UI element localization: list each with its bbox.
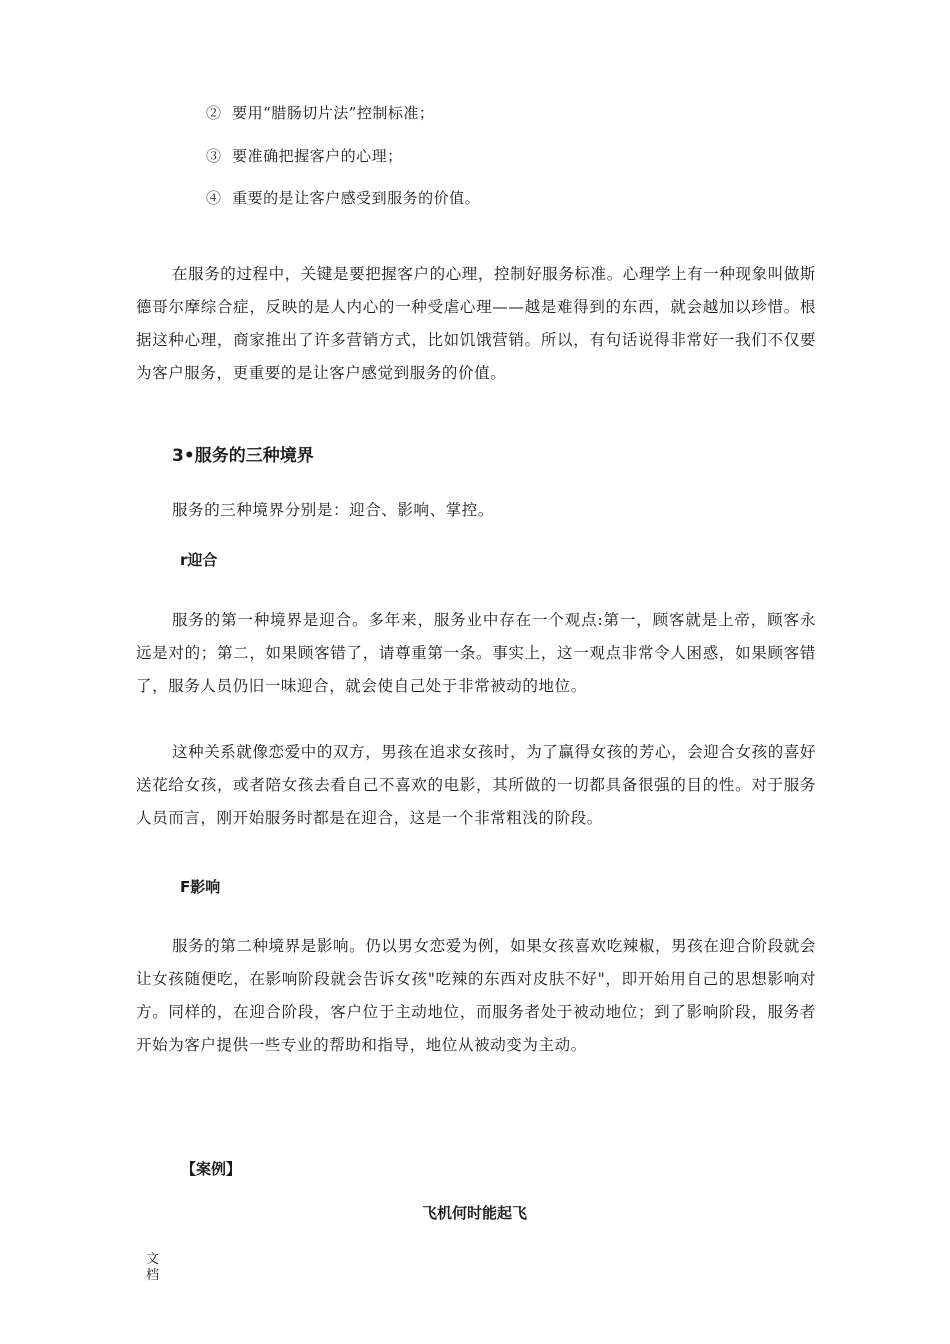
paragraph-cater: 服务的第一种境界是迎合。多年来，服务业中存在一个观点:第一，顾客就是上帝，顾客永远是对的；第二，如果顾客错了，请尊重第一条。事实上，这一观点非常令人困惑，如果顾客错了，服务人员仍旧一味迎合，就会使自己处于非常被动的地位。 <box>136 611 816 695</box>
list-item-text: 要用“腊肠切片法”控制标准； <box>232 104 435 122</box>
section-intro: 服务的三种境界分别是：迎合、影响、掌控。 <box>172 501 495 519</box>
list-item-3 <box>206 145 403 166</box>
list-item-2 <box>206 102 434 123</box>
section-heading: 3•服务的三种境界 <box>172 446 314 466</box>
list-marker: ③ <box>206 147 222 165</box>
footer-mark-line1: 文 <box>146 1252 160 1267</box>
list-item-text: 要准确把握客户的心理； <box>232 147 403 165</box>
paragraph-psychology: 在服务的过程中，关键是要把握客户的心理，控制好服务标准。心理学上有一种现象叫做斯德哥尔摩综合症，反映的是人内心的一种受虐心理——越是难得到的东西，就会越加以珍惜。根据这种心理，商家推出了许多营销方式，比如饥饿营销。所以，有句话说得非常好一我们不仅要为客户服务，更重要的是让客户感觉到服务的价值。 <box>136 265 817 382</box>
list-marker: ④ <box>206 189 222 207</box>
sub-heading-influence: F影响 <box>180 878 221 896</box>
list-item-4 <box>206 187 480 208</box>
footer-mark-line2: 档 <box>146 1268 160 1283</box>
sub-heading-cater: r迎合 <box>180 551 218 569</box>
paragraph-influence: 服务的第二种境界是影响。仍以男女恋爱为例，如果女孩喜欢吃辣椒，男孩在迎合阶段就会让女孩随便吃，在影响阶段就会告诉女孩"吃辣的东西对皮肤不好"，即开始用自己的思想影响对方。同样的，在迎合阶段，客户位于主动地位，而服务者处于被动地位；到了影响阶段，服务者开始为客户提供一些专业的帮助和指导，地位从被动变为主动。 <box>136 937 817 1054</box>
case-title: 飞机何时能起飞 <box>422 1204 528 1222</box>
case-label: 【案例】 <box>181 1160 242 1178</box>
paragraph-romance-analogy: 这种关系就像恋爱中的双方，男孩在追求女孩时，为了赢得女孩的芳心，会迎合女孩的喜好送花给女孩，或者陪女孩去看自己不喜欢的电影，其所做的一切都具备很强的目的性。对于服务人员而言，刚开始服务时都是在迎合，这是一个非常粗浅的阶段。 <box>136 743 817 827</box>
list-item-text: 重要的是让客户感受到服务的价值。 <box>232 189 481 207</box>
list-marker: ② <box>206 104 222 122</box>
